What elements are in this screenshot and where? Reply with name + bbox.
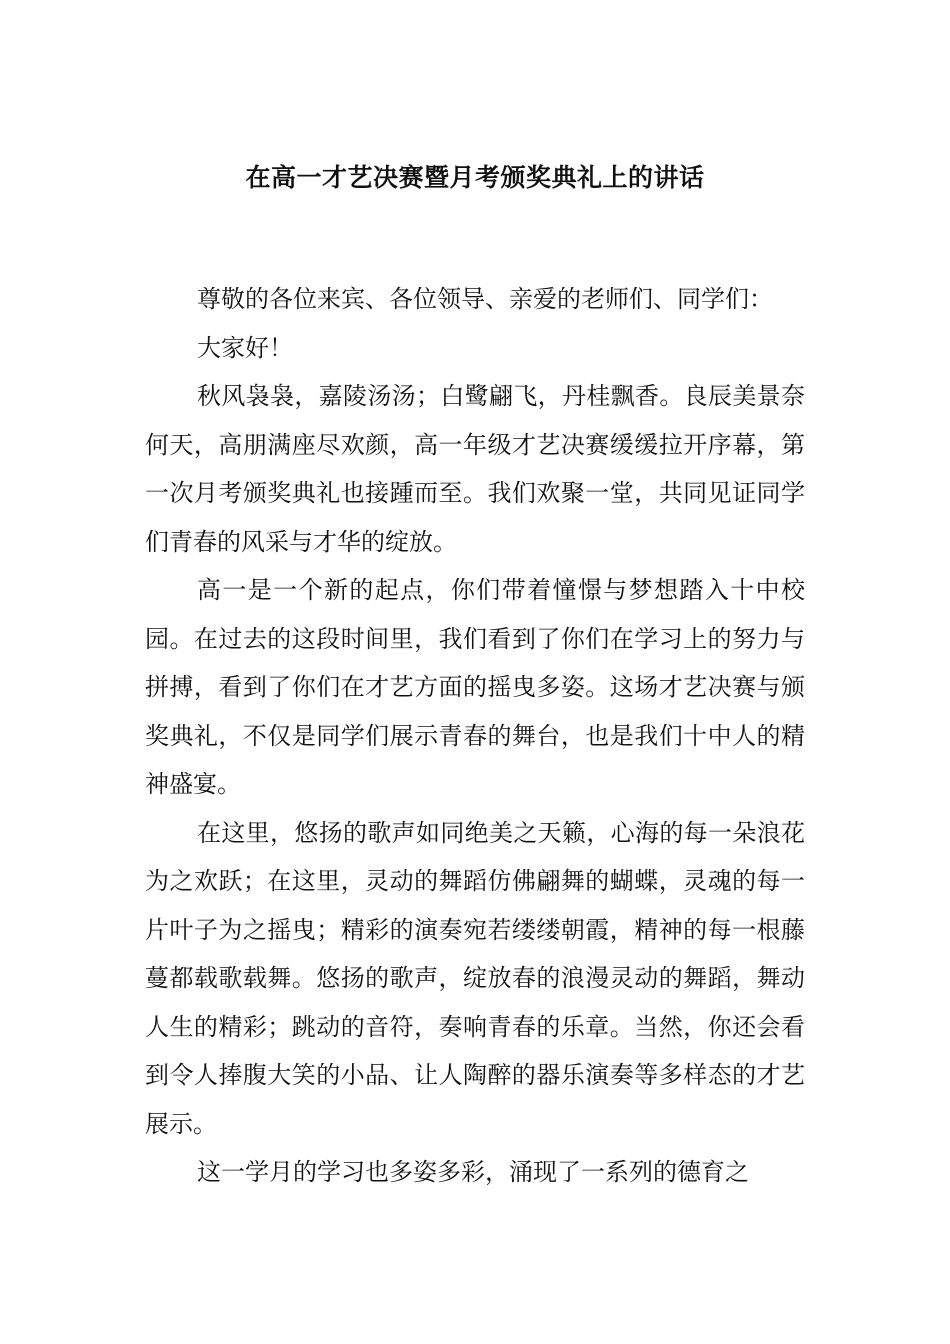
greeting-paragraph: 大家好！ <box>197 333 293 362</box>
body-paragraph: 秋风袅袅，嘉陵汤汤；白鹭翩飞，丹桂飘香。良辰美景奈何天，高朋满座尽欢颜，高一年级才艺决赛缓缓拉开序幕，第一次月考颁奖典礼也接踵而至。我们欢聚一堂，共同见证同学们青春的风采与才华的绽放。 <box>145 382 805 556</box>
body-paragraph: 在这里，悠扬的歌声如同绝美之天籁，心海的每一朵浪花为之欢跃；在这里，灵动的舞蹈仿佛翩舞的蝴蝶，灵魂的每一片叶子为之摇曳；精彩的演奏宛若缕缕朝霞，精神的每一根藤蔓都载歌载舞。悠扬的歌声，绽放春的浪漫灵动的舞蹈，舞动人生的精彩；跳动的音符，奏响青春的乐章。当然，你还会看到令人捧腹大笑的小品、让人陶醉的器乐演奏等多样态的才艺展示。 <box>145 818 805 1138</box>
document-body <box>145 275 805 1197</box>
salutation-paragraph: 尊敬的各位来宾、各位领导、亲爱的老师们、同学们： <box>197 285 773 313</box>
body-paragraph: 这一学月的学习也多姿多彩，涌现了一系列的德育之 <box>197 1158 749 1186</box>
document-title: 在高一才艺决赛暨月考颁奖典礼上的讲话 <box>245 163 705 192</box>
body-paragraph: 高一是一个新的起点，你们带着憧憬与梦想踏入十中校园。在过去的这段时间里，我们看到了你们在学习上的努力与拼搏，看到了你们在才艺方面的摇曳多姿。这场才艺决赛与颁奖典礼，不仅是同学们展示青春的舞台，也是我们十中人的精神盛宴。 <box>145 576 805 798</box>
